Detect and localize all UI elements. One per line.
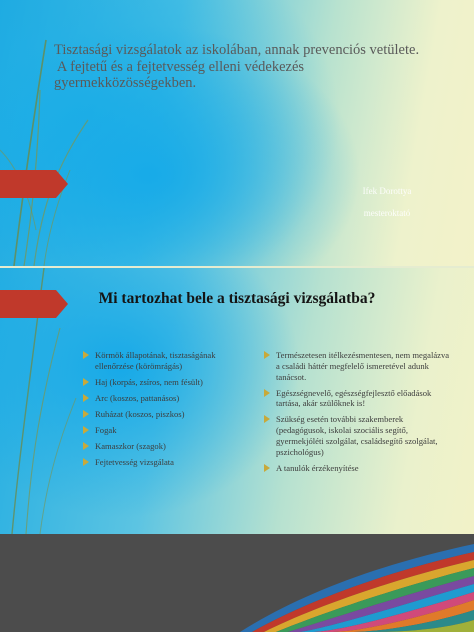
right-bullet-list <box>264 350 454 479</box>
slide-title <box>54 42 454 92</box>
list-item: Természetesen itélkezésmentesen, nem megalázva a családi háttér megfelelő ismeretével adunk tanácsot. <box>264 350 454 382</box>
list-item: Haj (korpás, zsíros, nem fésült) <box>83 377 243 388</box>
list-item: Egészségnevelő, egészségfejlesztő előadások tartása, akár szülőknek is! <box>264 388 454 410</box>
bullet-arrow-icon <box>83 378 89 386</box>
author-role: mesteroktató <box>363 208 411 218</box>
next-slide-partial <box>0 534 474 632</box>
list-item: A tanulók érzékenyítése <box>264 463 454 474</box>
decorative-vine-lines <box>0 0 474 266</box>
bullet-arrow-icon <box>83 351 89 359</box>
list-item: Körmök állapotának, tisztaságának ellenőrzése (körömrágás) <box>83 350 243 372</box>
left-bullet-list <box>83 350 243 473</box>
title-line-3: gyermekközösségekben. <box>54 75 197 91</box>
decorative-ribbons <box>0 534 474 632</box>
bullet-arrow-icon <box>83 458 89 466</box>
bullet-arrow-icon <box>264 351 270 359</box>
list-item: Kamaszkor (szagok) <box>83 441 243 452</box>
list-item: Ruházat (koszos, piszkos) <box>83 409 243 420</box>
red-arrow-marker <box>0 170 68 198</box>
title-slide <box>0 0 474 266</box>
bullet-arrow-icon <box>264 464 270 472</box>
bullet-arrow-icon <box>83 410 89 418</box>
title-line-1: Tisztasági vizsgálatok az iskolában, annak prevenciós vetülete. <box>54 42 420 58</box>
slide-heading: Mi tartozhat bele a tisztasági vizsgálatba? <box>98 290 376 307</box>
author-name: Ifek Dorottya <box>362 186 412 196</box>
list-item: Arc (koszos, pattanásos) <box>83 393 243 404</box>
bullet-arrow-icon <box>83 442 89 450</box>
list-item: Fogak <box>83 425 243 436</box>
bullet-arrow-icon <box>83 426 89 434</box>
title-line-2: A fejtetű és a fejtetvesség elleni védekezés <box>54 58 305 75</box>
bullet-arrow-icon <box>264 415 270 423</box>
list-item: Szükség esetén további szakemberek (pedagógusok, iskolai szociális segítő, gyermekjóléti szolgálat, családsegítő szolgálat, pszichológus) <box>264 414 454 457</box>
list-item: Fejtetvesség vizsgálata <box>83 457 243 468</box>
bullet-arrow-icon <box>264 389 270 397</box>
content-slide <box>0 268 474 534</box>
bullet-arrow-icon <box>83 394 89 402</box>
